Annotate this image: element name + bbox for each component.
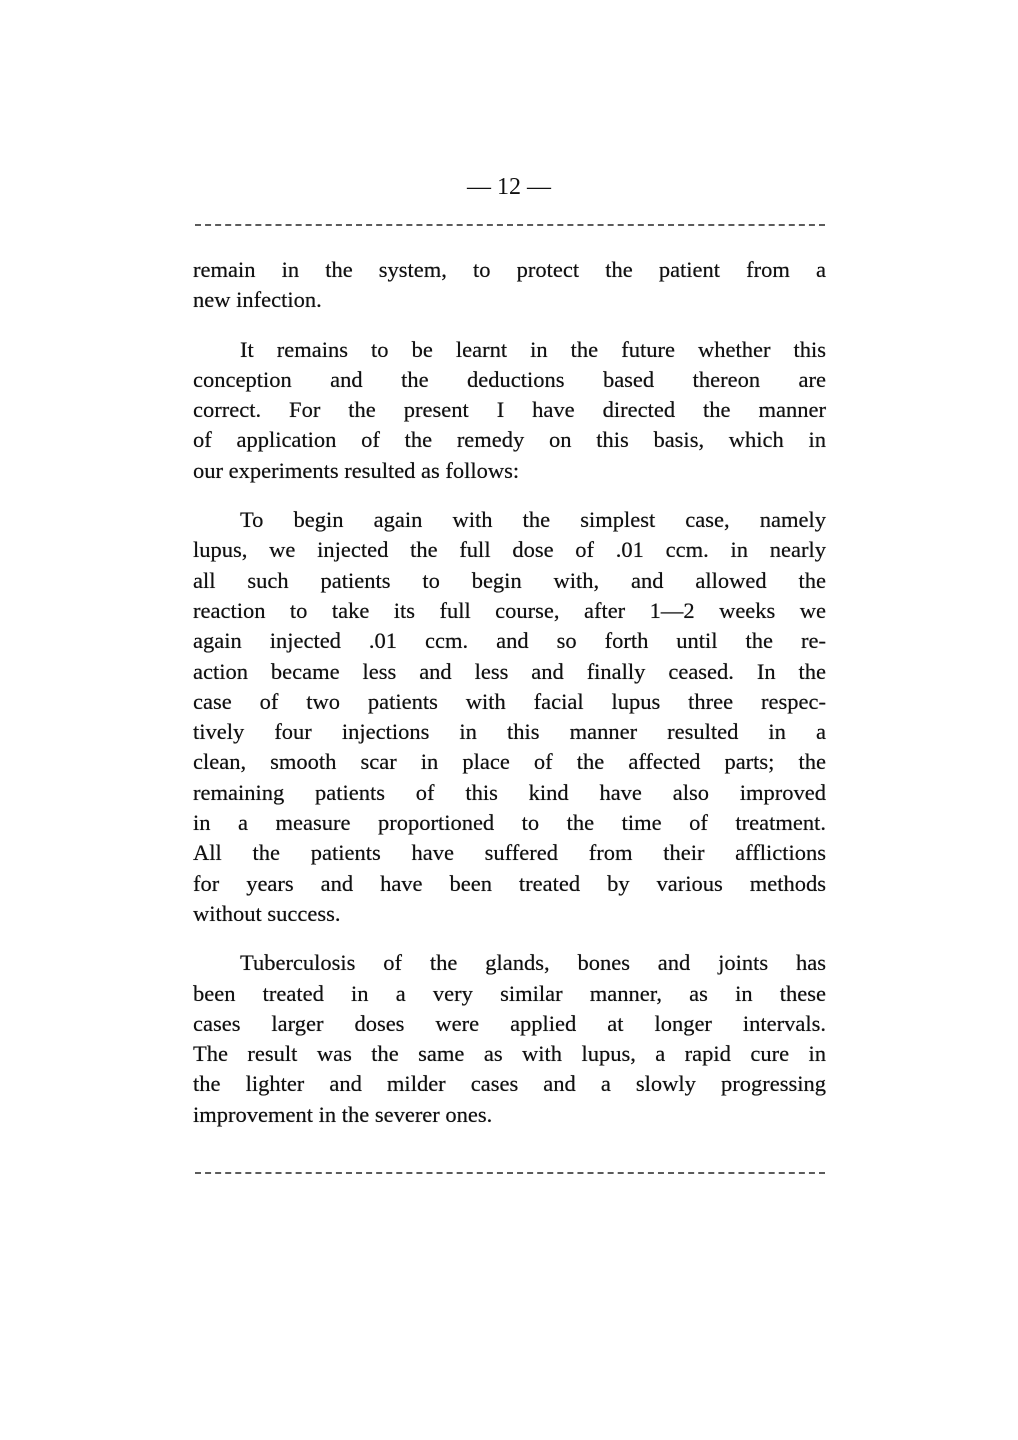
text-line: conception and the deductions based thereon are — [193, 366, 826, 392]
text-line: It remains to be learnt in the future whether this — [240, 336, 826, 362]
text-line: Tuberculosis of the glands, bones and joints has — [240, 950, 826, 976]
text-line: The result was the same as with lupus, a rapid cure in — [193, 1041, 826, 1067]
text-line: tively four injections in this manner resulted in a — [193, 719, 826, 745]
text-line: again injected .01 ccm. and so forth until the re- — [193, 628, 826, 654]
paragraph-3 — [193, 505, 826, 929]
text-line: case of two patients with facial lupus three respec- — [193, 688, 826, 714]
text-line: correct. For the present I have directed the manner — [193, 397, 826, 423]
text-line: all such patients to begin with, and allowed the — [193, 567, 826, 593]
text-line: the lighter and milder cases and a slowly progressing — [193, 1071, 826, 1097]
text-line: our experiments resulted as follows: — [193, 457, 520, 483]
text-line: To begin again with the simplest case, namely — [240, 507, 826, 533]
text-line: new infection. — [193, 287, 322, 313]
header-rule — [195, 224, 825, 226]
text-line: All the patients have suffered from their afflictions — [193, 840, 826, 866]
text-line: cases larger doses were applied at longer intervals. — [193, 1010, 826, 1036]
text-line: for years and have been treated by various methods — [193, 870, 826, 896]
text-line: lupus, we injected the full dose of .01 ccm. in nearly — [193, 537, 826, 563]
text-line: improvement in the severer ones. — [193, 1101, 493, 1127]
text-line: remain in the system, to protect the patient from a — [193, 257, 826, 282]
body-text — [193, 255, 826, 1149]
page-number: — 12 — — [467, 174, 551, 200]
text-line: in a measure proportioned to the time of treatment. — [193, 810, 826, 836]
paragraph-4 — [193, 948, 826, 1130]
text-line: clean, smooth scar in place of the affected parts; the — [193, 749, 826, 775]
text-line: been treated in a very similar manner, as in these — [193, 980, 826, 1006]
footer-rule — [195, 1172, 825, 1174]
text-line: without success. — [193, 900, 341, 926]
paragraph-1 — [193, 255, 826, 316]
text-line: reaction to take its full course, after 1—2 weeks we — [193, 597, 826, 623]
text-line: action became less and less and finally ceased. In the — [193, 658, 826, 684]
text-line: remaining patients of this kind have also improved — [193, 779, 826, 805]
text-line: of application of the remedy on this basis, which in — [193, 427, 826, 453]
paragraph-2 — [193, 335, 826, 486]
